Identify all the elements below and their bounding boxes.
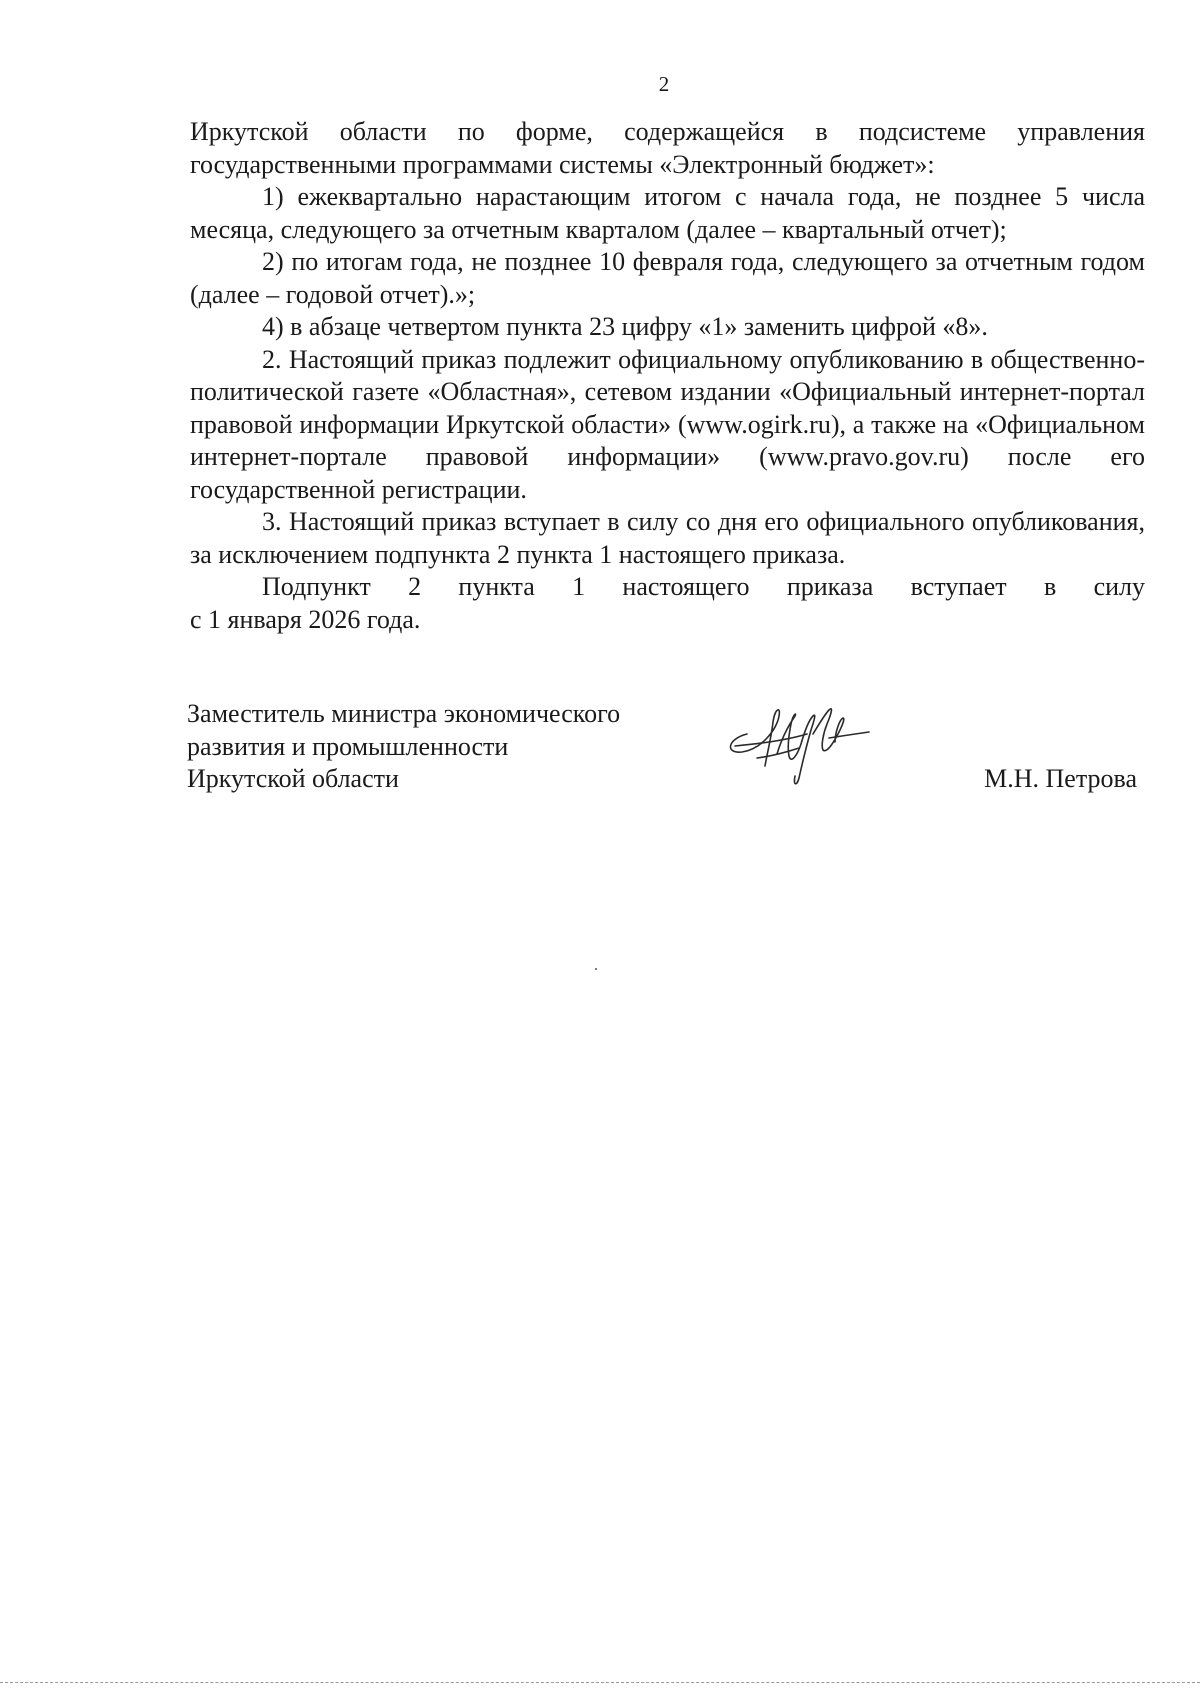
paragraph-effective-date: 3. Настоящий приказ вступает в силу со дня его официального опубликования, за исключением подпункта 2 пункта 1 настоящего приказа. — [190, 507, 1145, 569]
paragraph-publication: 2. Настоящий приказ подлежит официальному опубликованию в общественно-политической газете «Областная», сетевом издании «Официальный интернет-портал правовой информации Иркутской области» (www.ogirk.ru), а также на «Официальном интернет-портале правовой информации» (www.pravo.gov.ru) после его государственной регистрации. — [190, 344, 1145, 504]
signatory-position-line: Иркутской области — [187, 764, 399, 793]
page-number: 2 — [658, 72, 670, 96]
signatory-position — [187, 698, 620, 796]
paragraph-subclause-date: с 1 января 2026 года. — [190, 604, 421, 634]
paragraph-continuation: Иркутской области по форме, содержащейся в подсистеме управления государственными программами системы «Электронный бюджет»: — [190, 117, 1145, 179]
handwritten-signature — [717, 694, 887, 794]
signature-block — [187, 698, 1147, 808]
signatory-name: М.Н. Петрова — [984, 764, 1137, 793]
paragraph-item-2: 2) по итогам года, не позднее 10 февраля года, следующего за отчетным годом (далее – годовой отчет).»; — [190, 247, 1145, 309]
paragraph-item-1: 1) ежеквартально нарастающим итогом с начала года, не позднее 5 числа месяца, следующего за отчетным кварталом (далее – квартальный отчет); — [190, 182, 1145, 244]
paragraph-subclause-effective: Подпункт 2 пункта 1 настоящего приказа вступает в силу — [262, 572, 1145, 601]
signatory-position-line: Заместитель министра экономического — [187, 699, 621, 728]
page-bottom-edge — [0, 1682, 1200, 1683]
scan-speck — [595, 968, 597, 970]
document-body — [190, 116, 1145, 636]
paragraph-item-4: 4) в абзаце четвертом пункта 23 цифру «1» заменить цифрой «8». — [262, 312, 988, 341]
signatory-position-line: развития и промышленности — [187, 731, 509, 761]
